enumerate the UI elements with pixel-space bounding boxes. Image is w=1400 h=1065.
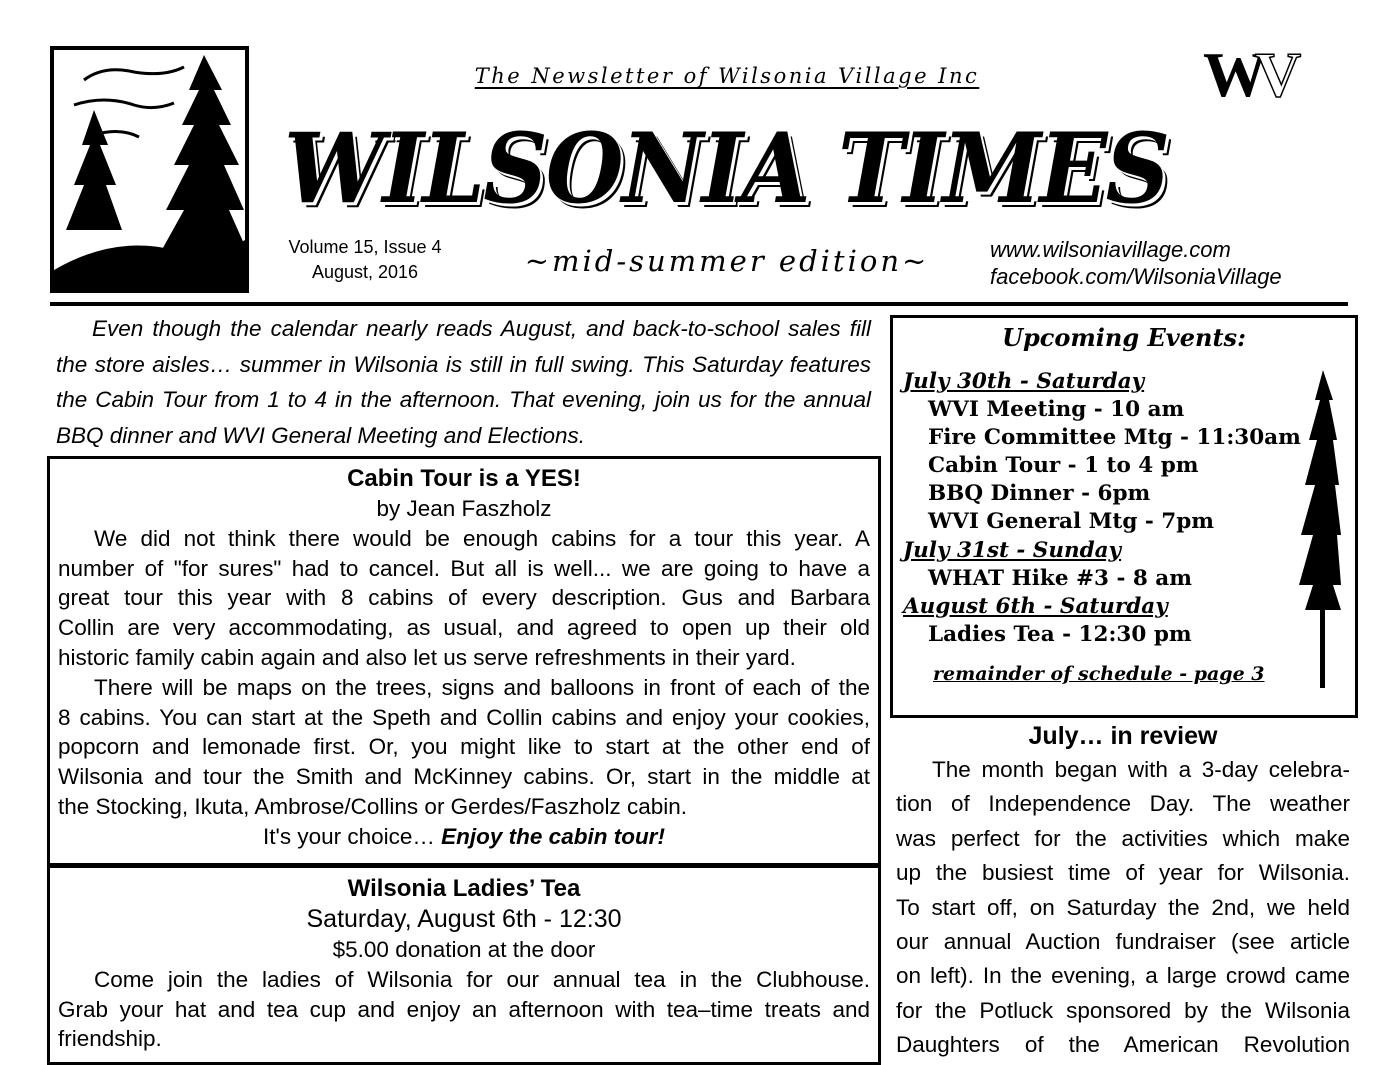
article-line: The month began with a 3-day celebra- (932, 757, 1350, 782)
article-line: Collin are very accommodating, as usual, and agreed to open up their old (58, 615, 870, 641)
ladies-tea-article (47, 865, 881, 1065)
event-date: July 30th - Saturday (903, 369, 1145, 394)
article-line: Daughters of the American Revolution (896, 1032, 1350, 1058)
article-line: the Stocking, Ikuta, Ambrose/Collins or Gerdes/Faszholz cabin. (58, 793, 688, 819)
event-item: BBQ Dinner - 6pm (928, 481, 1151, 507)
byline: by Jean Faszholz (376, 496, 552, 521)
article-line: tion of Independence Day. The weather (896, 791, 1350, 817)
article-line: up the busiest time of year for Wilsonia. (896, 860, 1350, 886)
closing-line (58, 822, 870, 852)
events-list (903, 368, 1301, 649)
article-line: To start off, on Saturday the 2nd, we held (896, 894, 1350, 920)
tea-donation: $5.00 donation at the door (332, 937, 596, 962)
issue-date: August, 2016 (311, 262, 419, 282)
article-line: Come join the ladies of Wilsonia for our annual tea in the Clubhouse. (94, 966, 870, 992)
event-item: Cabin Tour - 1 to 4 pm (928, 453, 1199, 479)
tea-when: Saturday, August 6th - 12:30 (306, 905, 622, 933)
article-line: our annual Auction fundraiser (see article (896, 929, 1350, 955)
wv-logo: WV (1203, 39, 1290, 110)
article-line: historic family cabin again and also let us serve refreshments in their yard. (58, 644, 796, 670)
article-line: friendship. (58, 1026, 162, 1052)
intro-line: BBQ dinner and WVI General Meeting and Elections. (56, 422, 586, 448)
closing-text: It's your choice… (263, 823, 442, 849)
event-item: WVI General Mtg - 7pm (928, 509, 1215, 535)
article-line: was perfect for the activities which make (896, 825, 1350, 851)
intro-paragraph (56, 311, 871, 453)
article-line: on left). In the evening, a large crowd came (896, 963, 1350, 989)
article-line: We did not think there would be enough cabins for a tour this year. A (94, 525, 870, 551)
remainder-schedule-link[interactable]: remainder of schedule - page 3 (933, 663, 1265, 685)
article-title: Wilsonia Ladies’ Tea (347, 875, 581, 902)
article-line: number of "for sures" had to cancel. But all is well... we are going to have a (58, 555, 870, 581)
closing-emphasis: Enjoy the cabin tour! (441, 823, 665, 849)
facebook-link[interactable]: facebook.com/WilsoniaVillage (990, 264, 1282, 289)
tagline (430, 64, 1024, 88)
event-item: Ladies Tea - 12:30 pm (928, 621, 1192, 647)
contact-links (990, 236, 1282, 290)
volume-issue: Volume 15, Issue 4 (288, 237, 442, 257)
pine-tree-icon (1293, 370, 1343, 690)
website-link[interactable]: www.wilsoniavillage.com (990, 237, 1231, 262)
event-date: July 31st - Sunday (903, 537, 1122, 563)
article-line: for the Potluck sponsored by the Wilsonia (896, 997, 1350, 1023)
article-line: Wilsonia and tour the Smith and McKinney cabins. Or, start in the middle at (58, 764, 870, 790)
article-title: Cabin Tour is a YES! (347, 465, 581, 492)
event-item: Fire Committee Mtg - 11:30am (928, 425, 1301, 451)
article-line: great tour this year with 8 cabins of every description. Gus and Barbara (58, 585, 870, 611)
article-line: There will be maps on the trees, signs and balloons in front of each of the (94, 674, 870, 700)
article-title: July… in review (1028, 722, 1218, 750)
article-line: 8 cabins. You can start at the Speth and Collin cabins and enjoy your cookies, (58, 704, 870, 730)
intro-line: the store aisles… summer in Wilsonia is still in full swing. This Saturday features (56, 351, 871, 377)
article-line: popcorn and lemonade first. Or, you might like to start at the other end of (58, 734, 870, 760)
intro-line: Even though the calendar nearly reads August, and back-to-school sales fill (92, 316, 871, 341)
tagline-text: The Newsletter of Wilsonia Village Inc (474, 64, 980, 88)
event-item: WVI Meeting - 10 am (928, 397, 1185, 423)
header-divider (50, 302, 1348, 306)
newsletter-title: WILSONIA TIMES (284, 112, 1169, 225)
tree-logo (50, 46, 249, 293)
article-line: Grab your hat and tea cup and enjoy an afternoon with tea–time treats and (58, 996, 870, 1022)
july-review-article (896, 722, 1350, 1063)
event-item: WHAT Hike #3 - 8 am (928, 565, 1192, 591)
events-heading: Upcoming Events: (1002, 323, 1246, 352)
cabin-tour-article (47, 456, 881, 866)
intro-line: the Cabin Tour from 1 to 4 in the afternoon. That evening, join us for the annual (56, 387, 871, 412)
event-date: August 6th - Saturday (903, 593, 1168, 619)
edition-label: ~mid-summer edition~ (524, 244, 930, 278)
issue-info (270, 235, 460, 285)
upcoming-events-box (890, 315, 1358, 718)
